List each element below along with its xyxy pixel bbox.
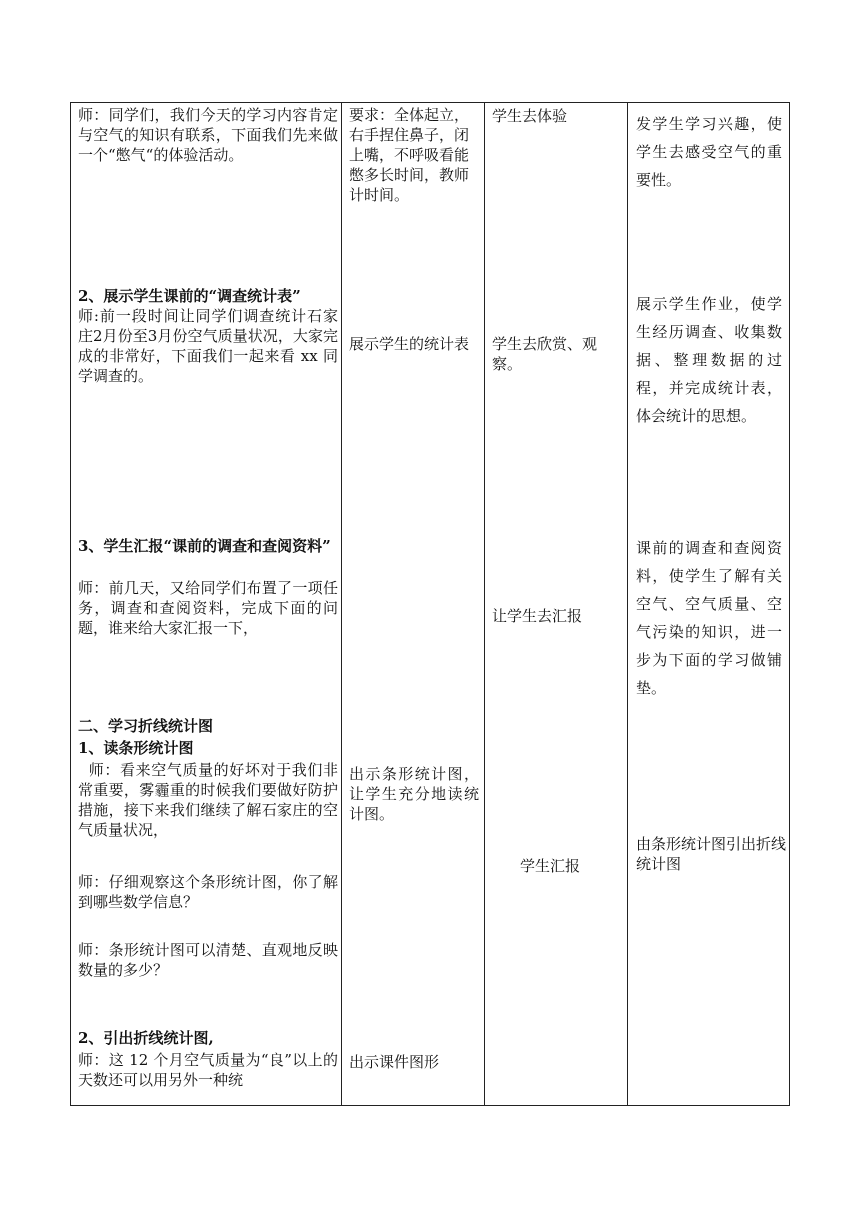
intent-2: 展示学生作业，使学生经历调查、收集数据、整理数据的过程，并完成统计表，体会统计的思想。 bbox=[636, 295, 782, 425]
bar-chart-text: 出示条形统计图，让学生充分地读统计图。 bbox=[349, 765, 479, 823]
show-table-text: 展示学生的统计表 bbox=[349, 335, 470, 353]
part-2-2-text: 师：这 12 个月空气质量为“良”以上的天数还可以用另外一种统 bbox=[78, 1051, 338, 1089]
part-2-2-title: 2、引出折线统计图, bbox=[78, 1029, 214, 1047]
student-report: 学生汇报 bbox=[520, 857, 581, 875]
student-appreciate: 学生去欣赏、观察。 bbox=[492, 335, 598, 373]
section-3-title: 3、学生汇报“课前的调查和查阅资料” bbox=[78, 537, 331, 555]
intent-1: 发学生学习兴趣，使学生去感受空气的重要性。 bbox=[636, 115, 782, 189]
intent-4: 由条形统计图引出折线统计图 bbox=[636, 835, 787, 873]
section-2-text: 师:前一段时间让同学们调查统计石家庄2月份至3月份空气质量状况，大家完成的非常好，下面我们一起来看 xx 同学调查的。 bbox=[78, 307, 338, 385]
intent-3: 课前的调查和查阅资料，使学生了解有关空气、空气质量、空气污染的知识，进一步为下面的学习做铺垫。 bbox=[636, 539, 782, 697]
column-divider bbox=[627, 103, 628, 1105]
part-2-1-question-1: 师：仔细观察这个条形统计图，你了解到哪些数学信息？ bbox=[78, 873, 338, 911]
requirement-text: 要求：全体起立，右手捏住鼻子，闭上嘴，不呼吸看能憋多长时间，教师计时间。 bbox=[349, 106, 470, 204]
section-2-title: 2、展示学生课前的“调查统计表” bbox=[78, 287, 301, 305]
student-experience: 学生去体验 bbox=[492, 107, 568, 125]
column-divider bbox=[341, 103, 342, 1105]
column-divider bbox=[484, 103, 485, 1105]
intro-text: 师：同学们，我们今天的学习内容肯定与空气的知识有联系，下面我们先来做一个“憋气“的体验活动。 bbox=[78, 106, 338, 164]
part-2-title: 二、学习折线统计图 bbox=[78, 717, 214, 735]
part-2-1-question-2: 师：条形统计图可以清楚、直观地反映数量的多少？ bbox=[78, 941, 338, 979]
section-3-text: 师：前几天，又给同学们布置了一项任务，调查和查阅资料，完成下面的问题，谁来给大家汇报一下， bbox=[78, 579, 338, 637]
part-2-1-title: 1、读条形统计图 bbox=[78, 739, 194, 757]
courseware-text: 出示课件图形 bbox=[349, 1053, 440, 1071]
part-2-1-text: 师：看来空气质量的好坏对于我们非常重要，雾霾重的时候我们要做好防护措施，接下来我们继续了解石家庄的空气质量状况， bbox=[78, 761, 338, 839]
student-report-prompt: 让学生去汇报 bbox=[492, 607, 583, 625]
